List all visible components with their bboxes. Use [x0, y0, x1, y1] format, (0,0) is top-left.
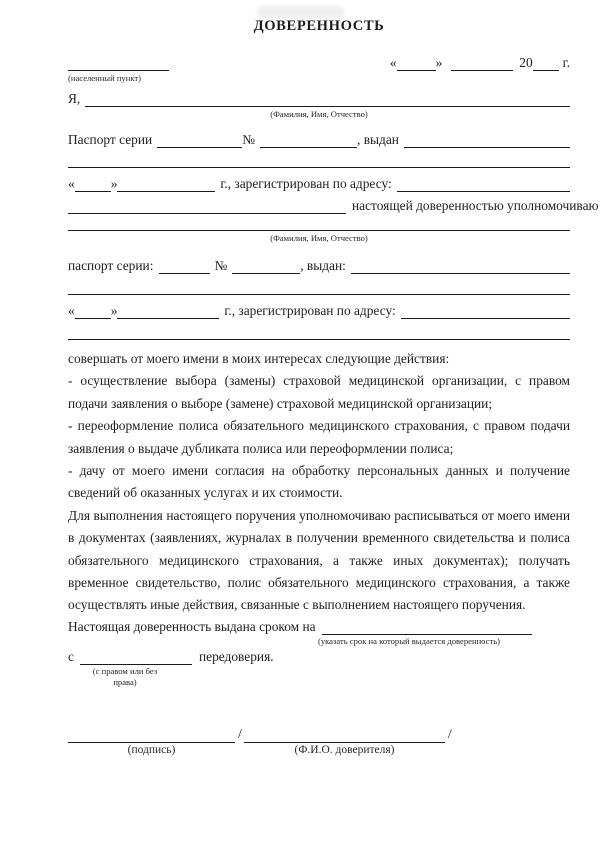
signature-captions-row [68, 745, 570, 756]
agent-fio-caption: (Фамилия, Имя, Отчество) [270, 233, 368, 243]
action-item-3: - дачу от моего имени согласия на обработку персональных данных и получение сведений об оказанных услугах и их стоимости. [68, 463, 570, 501]
agent-passport-series-label: паспорт серии: [68, 258, 154, 273]
principal-passport-series-blank [157, 144, 242, 148]
principal-authorize-row [68, 198, 599, 214]
substitution-prefix: с [68, 648, 74, 664]
substitution-row [68, 650, 570, 665]
principal-passport-row [68, 132, 570, 148]
action-item-2: - переоформление полиса обязательного медицинского страхования, с правом подачи заявления о выдаче дубликата полиса или переоформлении полиса; [68, 418, 570, 456]
principal-fio-blank [244, 739, 445, 743]
agent-reg-quote-open: « [68, 303, 75, 318]
agent-passport-issued-blank-line2 [68, 274, 570, 295]
date-year-suffix: г. [562, 55, 570, 70]
settlement-date-row [68, 55, 570, 71]
settlement-caption: (населенный пункт) [68, 73, 142, 83]
spacer [169, 68, 390, 71]
term-row [68, 620, 570, 635]
substitution-blank [80, 661, 192, 665]
agent-address-blank [401, 315, 570, 319]
agent-registration-row [68, 304, 570, 319]
settlement-blank [68, 67, 169, 71]
principal-passport-issued-blank [404, 144, 570, 148]
date-year-prefix: 20 [519, 55, 533, 70]
agent-passport-series-blank [159, 270, 210, 274]
document-title: ДОВЕРЕННОСТЬ [253, 18, 385, 34]
principal-passport-issued-blank-line2 [68, 148, 570, 168]
principal-name-blank [85, 103, 570, 107]
principal-passport-issued-label: , выдан [357, 132, 399, 147]
agent-reg-year-blank [117, 315, 219, 319]
principal-fio-label-caption: (Ф.И.О. доверителя) [294, 743, 395, 756]
authorization-paragraph: Для выполнения настоящего поручения уполномочиваю расписываться от моего имени в документах (заявлениях, журналах в получении временного свидетельства и полиса обязательного медицинского страхования, а также иных документах); получать временное свидетельство, полис обязательного медицинского страхования, а также осуществлять иные действия, связанные с выполнением настоящего поручения. [68, 507, 570, 613]
slash-2: / [447, 726, 452, 742]
signature-row [68, 726, 570, 743]
term-blank [322, 631, 532, 635]
principal-name-row [68, 91, 570, 107]
agent-passport-row [68, 258, 570, 274]
agent-address-blank-line2 [68, 319, 570, 340]
principal-address-blank-line2 [68, 210, 346, 214]
agent-reg-quote-close: » [110, 303, 118, 318]
agent-passport-number-blank [232, 270, 300, 274]
principal-reg-year-blank [117, 188, 215, 192]
date-quote-close: » [435, 55, 443, 70]
principal-fio-caption: (Фамилия, Имя, Отчество) [270, 109, 368, 119]
signature-caption: (подпись) [127, 743, 176, 756]
date-month-blank [451, 67, 513, 71]
principal-passport-series-label: Паспорт серии [68, 132, 153, 147]
date-year-blank [533, 67, 559, 71]
action-item-1: - осуществление выбора (замены) страховой медицинской организации, с правом подачи заявления о выборе (замене) страховой медицинской организации; [68, 373, 570, 411]
agent-registered-label: г., зарегистрирован по адресу: [224, 303, 396, 318]
term-caption: (указать срок на который выдается доверенность) [317, 635, 501, 646]
date-quote-open: « [389, 55, 397, 70]
slash-1: / [238, 726, 242, 742]
principal-registered-label: г., зарегистрирован по адресу: [220, 176, 392, 191]
principal-i-label: Я, [68, 91, 81, 106]
principal-address-blank [397, 188, 570, 192]
agent-passport-issued-label: , выдан: [300, 258, 346, 273]
agent-name-blank [68, 214, 570, 231]
actions-intro: совершать от моего имени в моих интересах следующие действия: [68, 351, 450, 366]
principal-reg-day-blank [75, 188, 111, 192]
principal-passport-number-label: № [242, 132, 255, 147]
agent-passport-issued-blank [351, 270, 570, 274]
substitution-suffix: передоверия. [198, 648, 274, 664]
term-label: Настоящая доверенность выдана сроком на [68, 618, 316, 634]
date-day-blank [397, 67, 436, 71]
principal-passport-number-blank [260, 144, 357, 148]
principal-registration-row [68, 177, 570, 192]
substitution-caption: (с правом или без права) [92, 665, 158, 687]
agent-passport-number-label: № [214, 258, 228, 273]
agent-reg-day-blank [75, 315, 111, 319]
reg-quote-open: « [68, 176, 75, 191]
reg-quote-close: » [110, 176, 118, 191]
authorize-label: настоящей доверенностью уполномочиваю [352, 198, 599, 213]
signature-blank [68, 739, 235, 743]
